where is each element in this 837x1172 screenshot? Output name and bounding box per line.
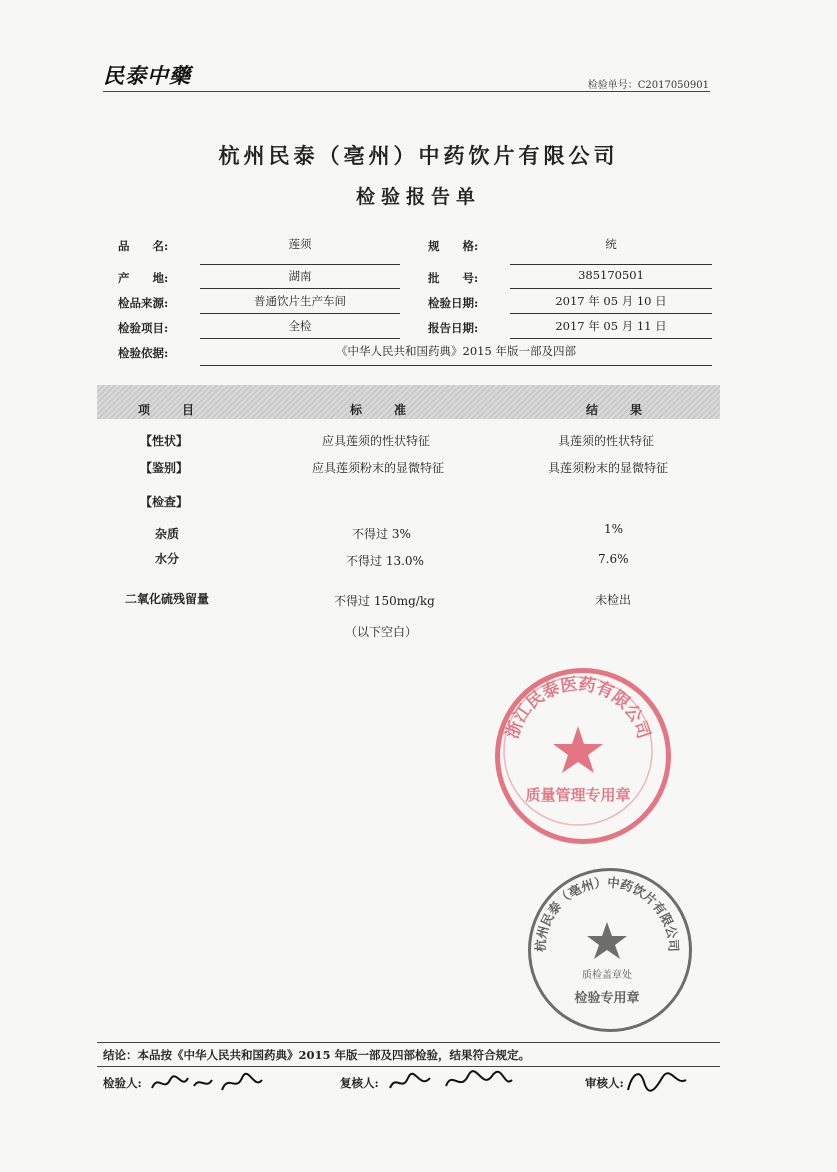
quality-stamp-bottom-text: 质量管理专用章 bbox=[525, 786, 631, 804]
source-label: 检品来源: bbox=[118, 296, 169, 310]
batch-label: 批 号: bbox=[428, 271, 479, 285]
basis-value: 《中华人民共和国药典》2015 年版一部及四部 bbox=[200, 343, 712, 366]
spec-value: 统 bbox=[510, 236, 712, 265]
inspection-stamp-mid-text: 质检盖章处 bbox=[582, 970, 632, 981]
inspect-date-label: 检验日期: bbox=[428, 296, 479, 310]
approver-label: 审核人: bbox=[585, 1076, 624, 1090]
table-row-result: 1% bbox=[604, 522, 624, 536]
origin-label: 产 地: bbox=[118, 271, 169, 285]
item-value: 全检 bbox=[200, 318, 400, 339]
product-name-label: 品 名: bbox=[118, 239, 169, 253]
report-number: 检验单号：C2017050901 bbox=[587, 80, 709, 91]
inspect-date-value: 2017 年 05 月 10 日 bbox=[510, 293, 712, 314]
star-icon bbox=[553, 726, 603, 773]
table-row-result: 具莲须的性状特征 bbox=[558, 434, 655, 448]
report-date-label: 报告日期: bbox=[428, 321, 479, 335]
report-date-value: 2017 年 05 月 11 日 bbox=[510, 318, 712, 339]
inspector-signature bbox=[148, 1068, 268, 1098]
conclusion-text: 结论：本品按《中华人民共和国药典》2015 年版一部及四部检验，结果符合规定。 bbox=[103, 1048, 531, 1062]
table-row-result: 未检出 bbox=[595, 593, 632, 607]
table-row-standard: 不得过 3% bbox=[352, 527, 411, 541]
item-label: 检验项目: bbox=[118, 321, 169, 335]
inspection-stamp-graphic bbox=[528, 868, 686, 1026]
table-row-item: 【性状】 bbox=[140, 434, 189, 448]
document-title: 检验报告单 bbox=[355, 186, 481, 208]
table-row-standard: 不得过 150mg/kg bbox=[334, 594, 435, 608]
table-row-standard: 不得过 13.0% bbox=[346, 554, 424, 568]
header-divider bbox=[103, 91, 710, 92]
origin-value: 湖南 bbox=[200, 268, 400, 289]
footer-divider-top bbox=[97, 1042, 720, 1043]
inspection-stamp bbox=[528, 868, 692, 1032]
table-row-item: 【鉴别】 bbox=[140, 461, 189, 475]
basis-label: 检验依据: bbox=[118, 346, 169, 360]
table-row-item: 【检查】 bbox=[140, 495, 189, 509]
reviewer-label: 复核人: bbox=[340, 1076, 379, 1090]
inspection-stamp-bottom-text: 检验专用章 bbox=[574, 991, 640, 1006]
table-row-item: 杂质 bbox=[155, 527, 180, 541]
table-row-result: 具莲须粉末的显微特征 bbox=[548, 461, 669, 475]
batch-value: 385170501 bbox=[510, 268, 712, 289]
table-row-standard: 应具莲须粉末的显微特征 bbox=[312, 461, 445, 475]
table-row-item: 水分 bbox=[155, 552, 180, 566]
column-header-result: 结 果 bbox=[586, 403, 653, 417]
approver-signature bbox=[622, 1064, 692, 1098]
column-header-standard: 标 准 bbox=[350, 403, 417, 417]
product-name-value: 莲须 bbox=[200, 236, 400, 265]
table-row-result: 7.6% bbox=[598, 552, 629, 566]
star-icon bbox=[587, 922, 627, 959]
quality-stamp-graphic bbox=[495, 668, 661, 834]
inspector-label: 检验人: bbox=[103, 1076, 142, 1090]
source-value: 普通饮片生产车间 bbox=[200, 293, 400, 314]
inspection-stamp-top-text: 杭州民泰（亳州）中药饮片有限公司 bbox=[532, 874, 682, 953]
reviewer-signature bbox=[386, 1066, 516, 1098]
column-header-item: 项 目 bbox=[138, 403, 205, 417]
company-logo: 民泰中藥 bbox=[103, 63, 191, 88]
company-title: 杭州民泰（亳州）中药饮片有限公司 bbox=[218, 143, 619, 168]
quality-stamp bbox=[495, 668, 671, 844]
quality-stamp-top-text: 浙江民泰医药有限公司 bbox=[502, 674, 654, 742]
blank-note: （以下空白） bbox=[345, 625, 418, 639]
table-row-item: 二氧化硫残留量 bbox=[125, 592, 210, 606]
table-row-standard: 应具莲须的性状特征 bbox=[322, 434, 431, 448]
spec-label: 规 格: bbox=[428, 239, 479, 253]
